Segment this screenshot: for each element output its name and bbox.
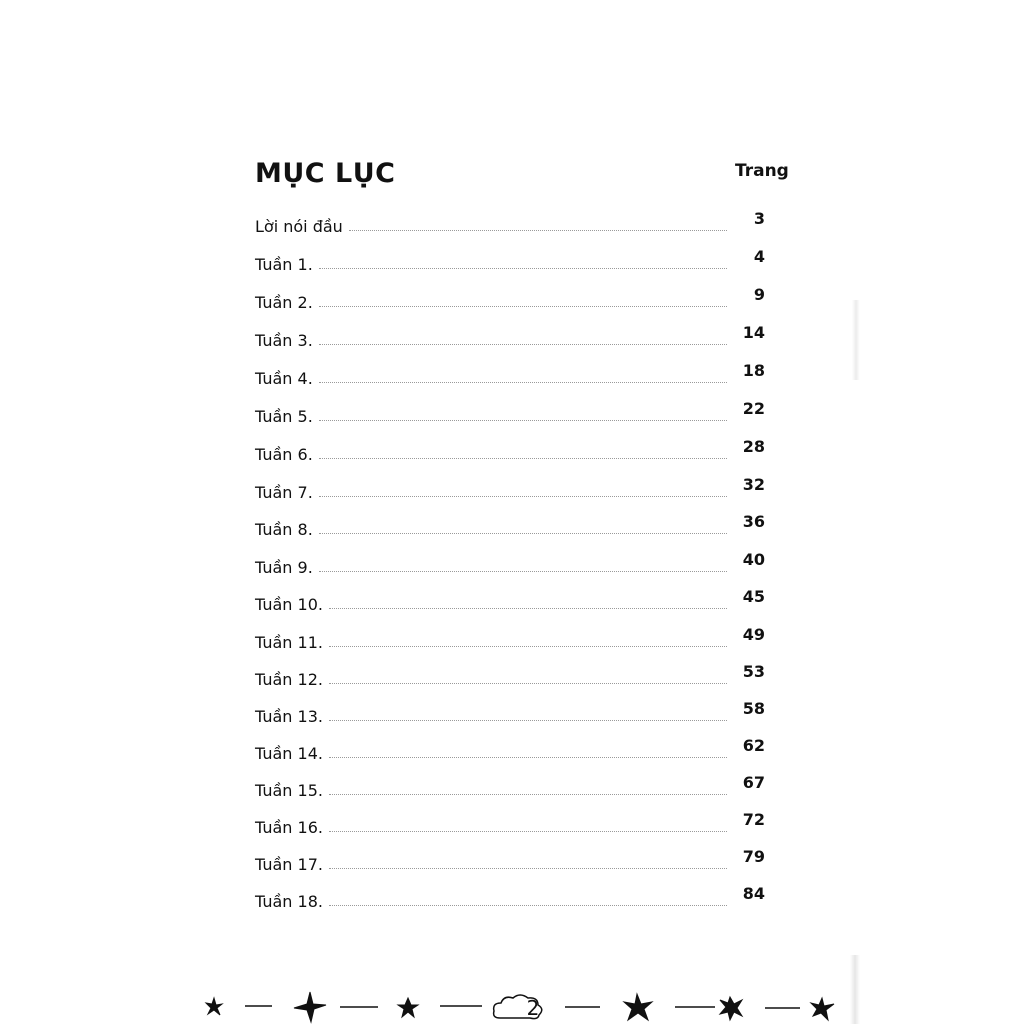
toc-entry bbox=[255, 659, 765, 689]
toc-entry-label: Tuần 10. bbox=[255, 595, 323, 614]
page-edge-shadow bbox=[852, 300, 860, 380]
toc-entry-page: 53 bbox=[742, 662, 765, 681]
dot-leader bbox=[319, 419, 727, 421]
toc-entry bbox=[255, 770, 765, 800]
toc-entry-page: 45 bbox=[742, 587, 765, 606]
star-icon bbox=[206, 998, 222, 1015]
toc-entry-label: Tuần 7. bbox=[255, 483, 313, 502]
dot-leader bbox=[329, 607, 727, 609]
toc-entry bbox=[255, 509, 765, 539]
dot-leader bbox=[319, 343, 727, 345]
toc-entry bbox=[255, 396, 765, 426]
toc-entry-label: Tuần 1. bbox=[255, 255, 313, 274]
dot-leader bbox=[329, 830, 727, 832]
toc-entry-label: Tuần 3. bbox=[255, 331, 313, 350]
dot-leader bbox=[319, 305, 727, 307]
toc-entry-label: Tuần 18. bbox=[255, 892, 323, 911]
page-title: MỤC LỤC bbox=[255, 158, 396, 189]
page-edge-shadow bbox=[850, 955, 860, 1024]
toc-entry bbox=[255, 696, 765, 726]
toc-entry-label: Tuần 11. bbox=[255, 633, 323, 652]
toc-entry-page: 3 bbox=[753, 209, 765, 228]
star-icon bbox=[398, 998, 418, 1017]
toc-entry-label: Lời nói đầu bbox=[255, 217, 343, 236]
toc-entry bbox=[255, 472, 765, 502]
dot-leader bbox=[349, 229, 727, 231]
star-icon bbox=[294, 992, 326, 1022]
toc-entry bbox=[255, 584, 765, 614]
toc-entry-page: 32 bbox=[742, 475, 765, 494]
dot-leader bbox=[319, 381, 727, 383]
dot-leader bbox=[319, 267, 727, 269]
toc-entry-page: 40 bbox=[742, 550, 765, 569]
toc-entry-label: Tuần 15. bbox=[255, 781, 323, 800]
toc-entry-page: 14 bbox=[742, 323, 765, 342]
toc-entry bbox=[255, 807, 765, 837]
toc-entry-label: Tuần 5. bbox=[255, 407, 313, 426]
toc-entry bbox=[255, 358, 765, 388]
dot-leader bbox=[319, 457, 727, 459]
toc-entry bbox=[255, 320, 765, 350]
toc-entry-label: Tuần 17. bbox=[255, 855, 323, 874]
dot-leader bbox=[329, 682, 727, 684]
toc-entry bbox=[255, 733, 765, 763]
toc-entry bbox=[255, 622, 765, 652]
toc-entry bbox=[255, 881, 765, 911]
dot-leader bbox=[329, 904, 727, 906]
dot-leader bbox=[319, 570, 727, 572]
toc-entry-label: Tuần 12. bbox=[255, 670, 323, 689]
toc-entry-label: Tuần 4. bbox=[255, 369, 313, 388]
toc-entry bbox=[255, 434, 765, 464]
toc-entry bbox=[255, 282, 765, 312]
toc-entry-page: 28 bbox=[742, 437, 765, 456]
toc-entry-page: 9 bbox=[753, 285, 765, 304]
toc-entry-page: 36 bbox=[742, 512, 765, 531]
toc-entry-page: 49 bbox=[742, 625, 765, 644]
toc-entry-label: Tuần 9. bbox=[255, 558, 313, 577]
toc-entry-page: 79 bbox=[742, 847, 765, 866]
dot-leader bbox=[319, 532, 727, 534]
toc-entry-label: Tuần 13. bbox=[255, 707, 323, 726]
toc-entry-page: 72 bbox=[742, 810, 765, 829]
star-icon bbox=[720, 997, 742, 1020]
dot-leader bbox=[329, 867, 727, 869]
toc-entry bbox=[255, 547, 765, 577]
toc-entry-label: Tuần 14. bbox=[255, 744, 323, 763]
toc-entry-page: 84 bbox=[742, 884, 765, 903]
dot-leader bbox=[329, 645, 727, 647]
dot-leader bbox=[329, 756, 727, 758]
toc-entry-page: 22 bbox=[742, 399, 765, 418]
toc-entry-label: Tuần 6. bbox=[255, 445, 313, 464]
toc-entry bbox=[255, 244, 765, 274]
star-icon bbox=[811, 998, 834, 1020]
toc-entry-page: 18 bbox=[742, 361, 765, 380]
page-column-header: Trang bbox=[735, 161, 789, 181]
toc-entry-page: 62 bbox=[742, 736, 765, 755]
toc-entry-page: 67 bbox=[742, 773, 765, 792]
dot-leader bbox=[329, 793, 727, 795]
toc-entry-page: 58 bbox=[742, 699, 765, 718]
toc-entry-label: Tuần 2. bbox=[255, 293, 313, 312]
page-number: 2 bbox=[526, 996, 540, 1020]
toc-entry bbox=[255, 844, 765, 874]
toc-entry-label: Tuần 16. bbox=[255, 818, 323, 837]
toc-entry-label: Tuần 8. bbox=[255, 520, 313, 539]
dot-leader bbox=[329, 719, 727, 721]
toc-entry bbox=[255, 206, 765, 236]
dot-leader bbox=[319, 495, 727, 497]
star-icon bbox=[624, 994, 652, 1020]
footer-decoration bbox=[200, 990, 840, 1024]
toc-entry-page: 4 bbox=[753, 247, 765, 266]
